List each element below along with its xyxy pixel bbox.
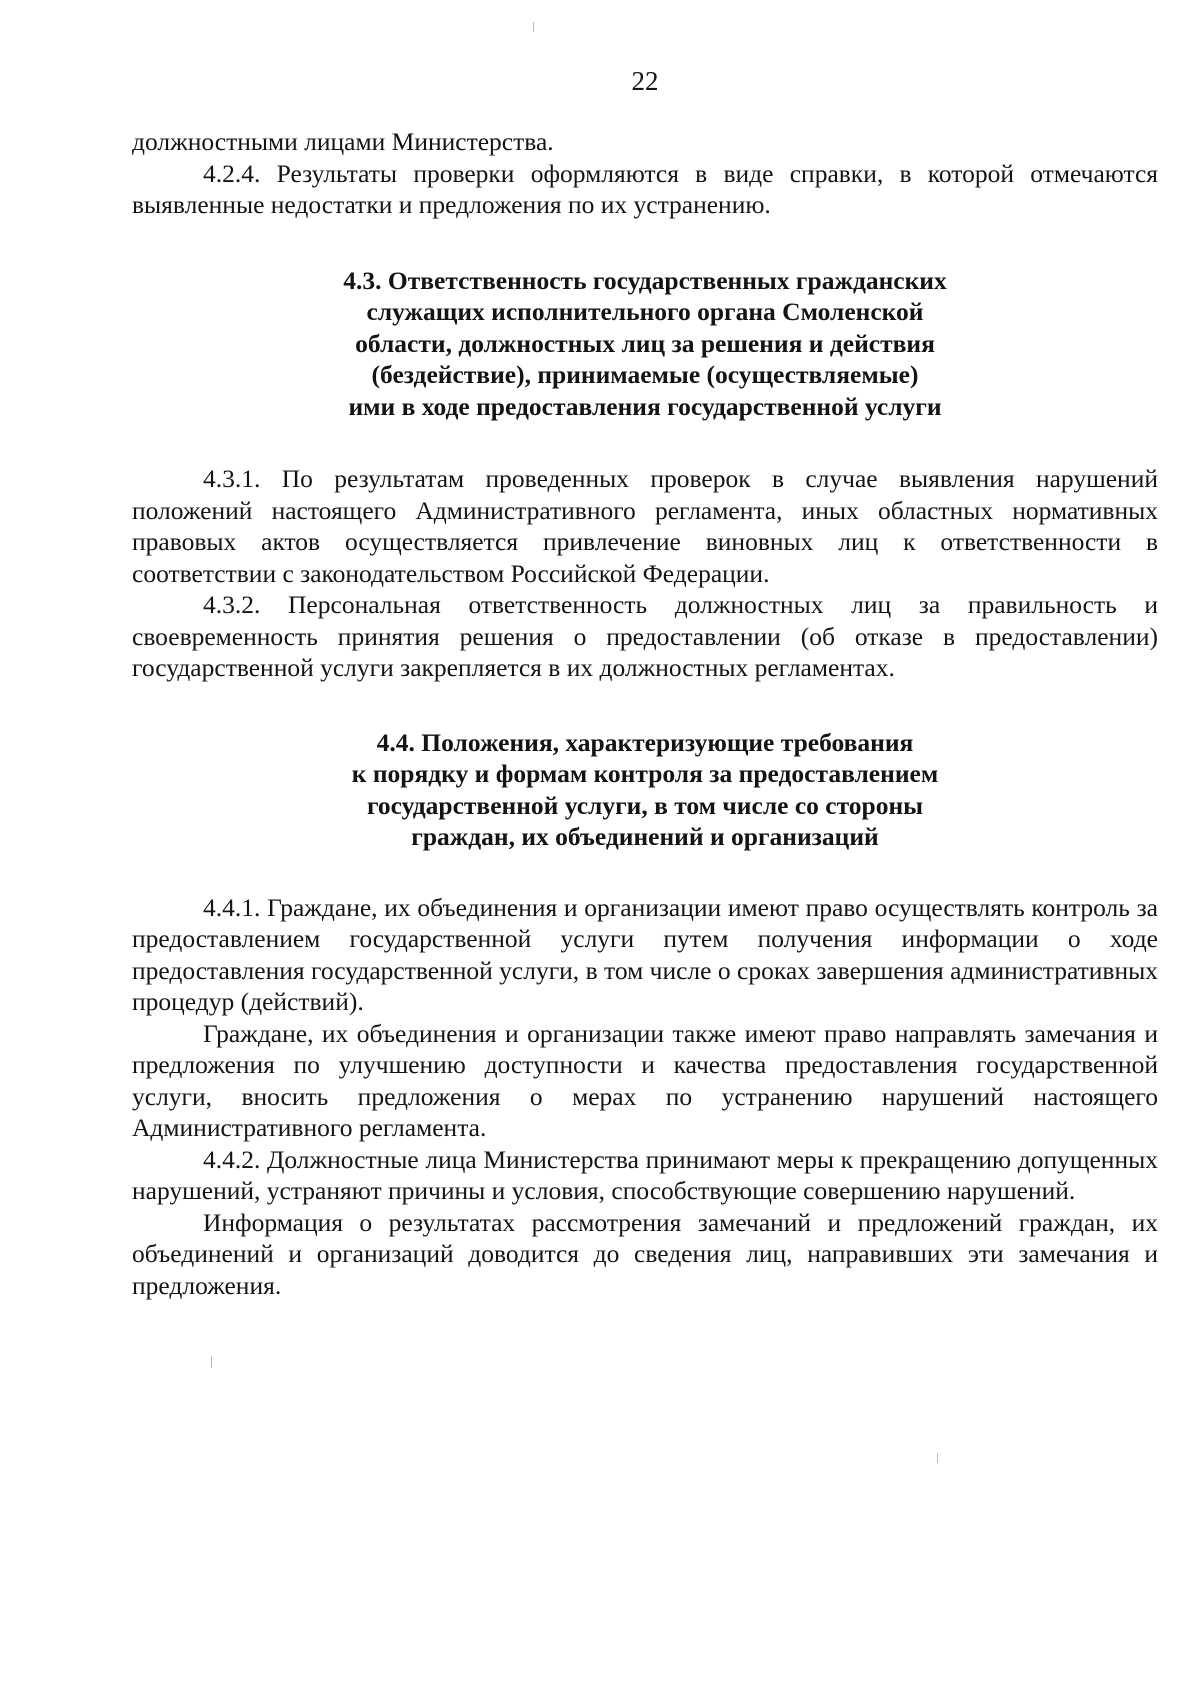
scan-speck — [937, 1453, 938, 1463]
paragraph: 4.4.1. Граждане, их объединения и организации имеют право осуществлять контроль за предоставлением государственной услуги путем получения информации о ходе предоставления государственной услуги, в том числе о сроках завершения административных процедур (действий). — [132, 892, 1158, 1016]
heading-line: (бездействие), принимаемые (осуществляемые) — [371, 360, 919, 389]
section-heading-4-3 — [132, 265, 1158, 423]
heading-line: 4.4. Положения, характеризующие требования — [376, 727, 914, 757]
heading-line: служащих исполнительного органа Смоленской — [366, 297, 924, 326]
heading-line: 4.3. Ответственность государственных гражданских — [343, 265, 947, 295]
page-number: 22 — [631, 66, 659, 96]
paragraph: 4.3.2. Персональная ответственность должностных лиц за правильность и своевременность принятия решения о предоставлении (об отказе в предоставлении) государственной услуги закрепляется в их должностных регламентах. — [132, 590, 1158, 682]
document-body — [132, 126, 1158, 1301]
paragraph: должностными лицами Министерства. — [132, 127, 554, 156]
paragraph: Информация о результатах рассмотрения замечаний и предложений граждан, их объединений и организаций доводится до сведения лиц, направивших эти замечания и предложения. — [132, 1207, 1158, 1300]
scan-speck — [533, 22, 534, 32]
heading-line: области, должностных лиц за решения и действия — [355, 328, 935, 358]
scan-speck — [211, 1356, 212, 1368]
paragraph: Граждане, их объединения и организации также имеют право направлять замечания и предложения по улучшению доступности и качества предоставления государственной услуги, вносить предложения о мерах по устранению нарушений настоящего Административного регламента. — [132, 1018, 1158, 1142]
paragraph: 4.4.2. Должностные лица Министерства принимают меры к прекращению допущенных нарушений, устраняют причины и условия, способствующие совершению нарушений. — [132, 1144, 1158, 1205]
heading-line: граждан, их объединений и организаций — [411, 822, 879, 851]
section-heading-4-4 — [132, 727, 1158, 853]
heading-line: государственной услуги, в том числе со стороны — [366, 790, 924, 820]
paragraph: 4.2.4. Результаты проверки оформляются в виде справки, в которой отмечаются выявленные недостатки и предложения по их устранению. — [132, 158, 1158, 219]
heading-line: к порядку и формам контроля за предоставлением — [351, 759, 939, 788]
heading-line: ими в ходе предоставления государственной услуги — [348, 391, 942, 421]
paragraph: 4.3.1. По результатам проведенных проверок в случае выявления нарушений положений настоящего Административного регламента, иных областных нормативных правовых актов осуществляется привлечение виновных лиц к ответственности в соответствии с законодательством Российской Федерации. — [132, 464, 1158, 588]
